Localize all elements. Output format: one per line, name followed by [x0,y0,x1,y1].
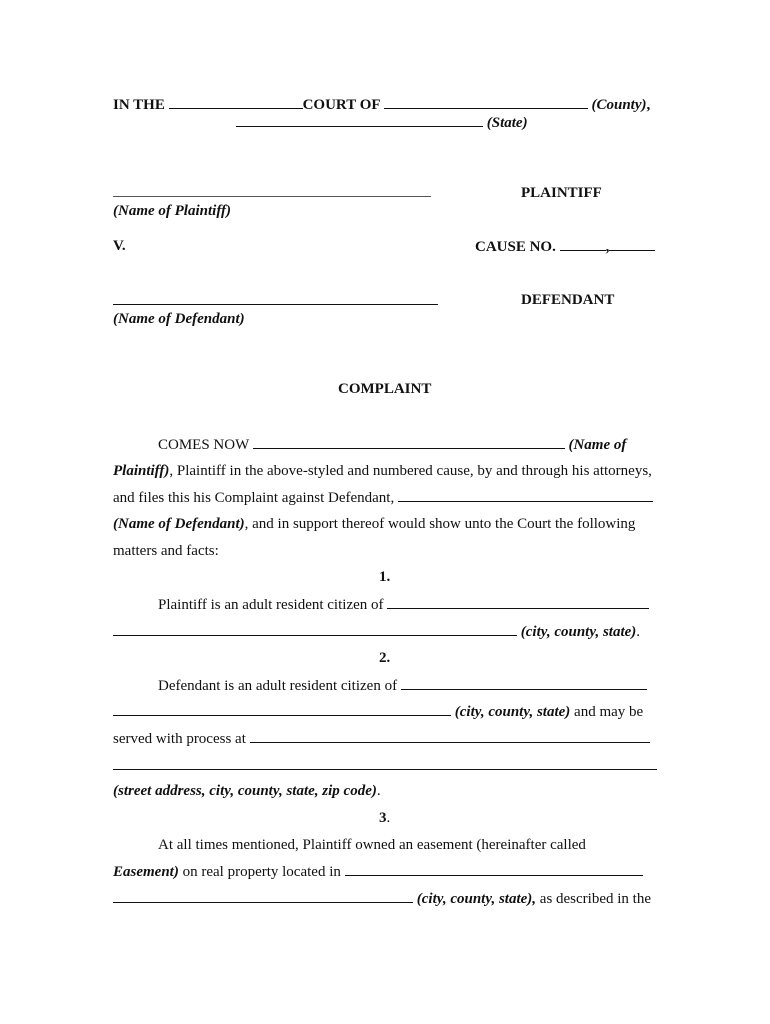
plaintiff-italic-text: Plaintiff) [113,463,170,479]
intro-line-3 [113,488,653,507]
intro-line-2 [113,462,652,480]
para-3-suffix: (city, county, state), [416,891,537,907]
para-3-suffix-rest: as described in the [536,891,651,907]
easement-italic-text: Easement) [113,864,179,880]
cause-no-blank-1 [560,237,606,251]
plaintiff-residence-blank-2 [113,622,517,636]
county-blank [384,95,588,109]
cause-no-label: CAUSE NO. [475,239,556,255]
defendant-residence-blank-2 [113,702,451,716]
caption-line-1 [113,95,650,114]
name-of-plaintiff-label: (Name of Plaintiff) [113,203,232,219]
para-2-suffix-rest: and may be [570,704,644,720]
property-location-blank-1 [345,862,643,876]
cause-number [475,237,655,256]
para-2-text: Defendant is an adult resident citizen of [158,678,398,694]
intro-line-2-text: , Plaintiff in the above-styled and numbered cause, by and through his attorneys, [169,463,652,479]
defendant-italic-text: (Name of Defendant) [113,516,245,532]
comes-now-text: COMES NOW [158,437,249,453]
para-3-line-3 [113,889,651,908]
para-2-line-1 [158,676,647,695]
state-label: (State) [486,115,528,131]
service-address-blank-2 [113,769,657,770]
intro-line-5: matters and facts: [113,543,219,559]
para-3-number [379,809,390,827]
versus-label: V. [113,238,126,254]
para-2-number: 2. [379,650,391,666]
name-of-text: (Name of [568,437,627,453]
intro-line-4-text: , and in support thereof would show unto the Court the following [244,516,636,532]
para-2-line-2 [113,702,643,721]
intro-line-3-text: and files this his Complaint against Defendant, [113,490,395,506]
cause-no-blank-2 [609,237,655,251]
intro-line-1 [158,435,626,454]
defendant-name-blank [113,304,438,305]
para-3-number-digit: 3 [379,810,387,826]
caption-line-2 [236,113,528,132]
plaintiff-label: PLAINTIFF [521,185,602,201]
county-comma: , [646,97,651,113]
court-name-blank [169,95,303,109]
para-2-line-5 [113,782,381,800]
para-1-suffix: (city, county, state) [520,624,637,640]
cause-no-separator: , [605,239,610,255]
service-address-blank-1 [250,729,650,743]
plaintiff-residence-blank-1 [387,595,649,609]
defendant-residence-blank-1 [401,676,647,690]
para-3-line-1: At all times mentioned, Plaintiff owned an easement (hereinafter called [158,837,586,853]
para-1-number: 1. [379,569,391,585]
defendant-label: DEFENDANT [521,292,615,308]
para-1-line-1 [158,595,649,614]
para-2-period: . [376,783,381,799]
name-of-defendant-label: (Name of Defendant) [113,311,245,327]
served-with-process-text: served with process at [113,731,246,747]
para-1-line-2 [113,622,640,641]
plaintiff-name-blank [113,196,431,197]
in-the-label: IN THE [113,97,165,113]
intro-line-4 [113,515,635,533]
document-title: COMPLAINT [338,381,432,397]
state-blank [236,113,483,127]
para-2-suffix: (city, county, state) [454,704,571,720]
para-2-line-3 [113,729,650,748]
para-3-number-period: . [386,810,391,826]
located-in-text: on real property located in [178,864,341,880]
court-of-label: COURT OF [302,97,380,113]
county-label: (County) [591,97,647,113]
para-1-text: Plaintiff is an adult resident citizen of [158,597,384,613]
para-1-period: . [636,624,641,640]
address-label: (street address, city, county, state, zip code) [113,783,377,799]
plaintiff-name-fill-blank [253,435,565,449]
property-location-blank-2 [113,889,413,903]
defendant-name-fill-blank [398,488,653,502]
para-3-line-2 [113,862,643,881]
